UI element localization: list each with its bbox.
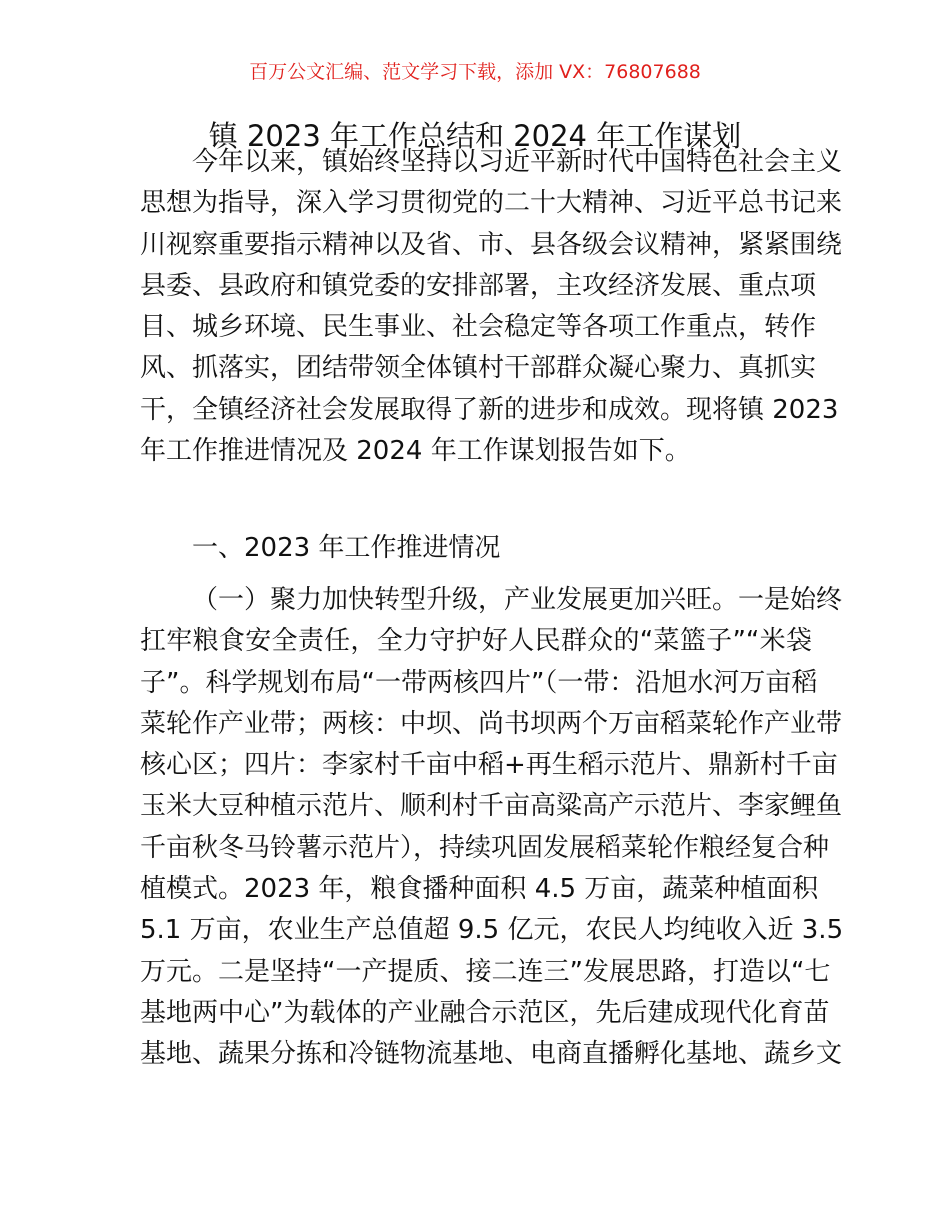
text-line: 今年以来，镇始终坚持以习近平新时代中国特色社会主义 xyxy=(192,147,843,177)
text-line: 植模式。2023 年，粮食播种面积 4.5 万亩，蔬菜种植面积 xyxy=(140,874,819,905)
document-title: 镇 2023 年工作总结和 2024 年工作谋划 xyxy=(208,119,742,153)
intro-paragraph xyxy=(140,142,843,472)
text-line: 千亩秋冬马铃薯示范片），持续巩固发展稻菜轮作粮经复合种 xyxy=(140,832,830,863)
text-line: 扛牢粮食安全责任，全力守护好人民群众的“菜篮子”“米袋 xyxy=(140,626,812,657)
text-line: 基地两中心”为载体的产业融合示范区，先后建成现代化育苗 xyxy=(140,997,830,1028)
text-line: （一）聚力加快转型升级，产业发展更加兴旺。一是始终 xyxy=(192,585,843,615)
text-line: 川视察重要指示精神以及省、市、县各级会议精神，紧紧围绕 xyxy=(140,229,843,260)
text-line: 玉米大豆种植示范片、顺利村千亩高粱高产示范片、李家鲤鱼 xyxy=(140,791,843,822)
text-line: 万元。二是坚持“一产提质、接二连三”发展思路，打造以“七 xyxy=(140,956,831,987)
text-line: 菜轮作产业带；两核：中坝、尚书坝两个万亩稻菜轮作产业带 xyxy=(140,708,843,739)
text-line: 目、城乡环境、民生事业、社会稳定等各项工作重点，转作 xyxy=(140,312,817,343)
section-heading: 一、2023 年工作推进情况 xyxy=(192,533,501,563)
text-line: 思想为指导，深入学习贯彻党的二十大精神、习近平总书记来 xyxy=(140,188,843,219)
text-line: 风、抓落实，团结带领全体镇村干部群众凝心聚力、真抓实 xyxy=(140,353,817,384)
text-line: 干，全镇经济社会发展取得了新的进步和成效。现将镇 2023 xyxy=(140,394,839,425)
section1-paragraph xyxy=(140,580,844,1076)
watermark-header: 百万公文汇编、范文学习下载，添加 VX：76807688 xyxy=(249,61,701,83)
text-line: 子”。科学规划布局“一带两核四片”（一带：沿旭水河万亩稻 xyxy=(140,667,818,698)
text-line: 县委、县政府和镇党委的安排部署，主攻经济发展、重点项 xyxy=(140,270,817,301)
text-line: 核心区；四片：李家村千亩中稻+再生稻示范片、鼎新村千亩 xyxy=(140,750,838,781)
text-line: 5.1 万亩，农业生产总值超 9.5 亿元，农民人均纯收入近 3.5 xyxy=(140,915,844,946)
text-line: 年工作推进情况及 2024 年工作谋划报告如下。 xyxy=(140,436,691,467)
text-line: 基地、蔬果分拣和冷链物流基地、电商直播孵化基地、蔬乡文 xyxy=(140,1039,843,1070)
